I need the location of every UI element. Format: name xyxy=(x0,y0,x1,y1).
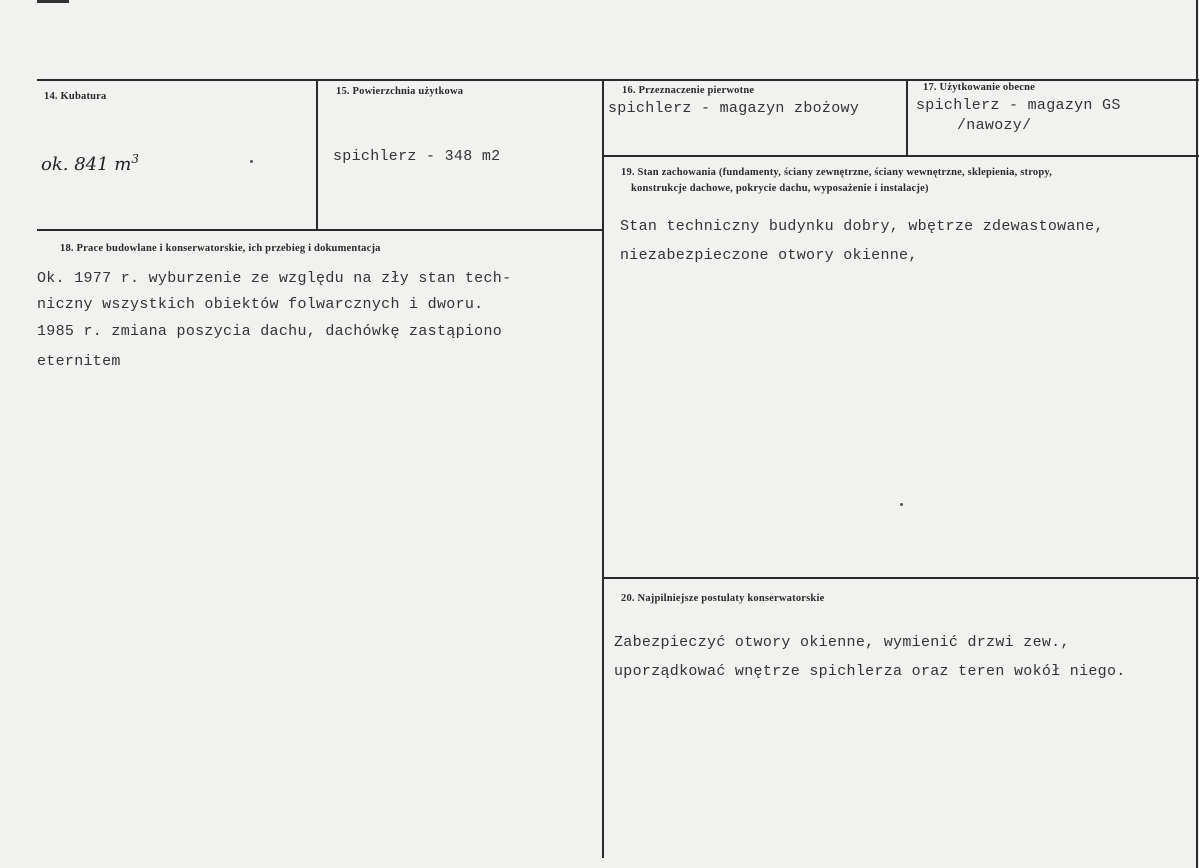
divider-main xyxy=(602,79,604,858)
field-15-label: 15. Powierzchnia użytkowa xyxy=(336,86,464,97)
field-17-label: 17. Użytkowanie obecne xyxy=(923,82,1036,93)
field-19-label-line-2: konstrukcje dachowe, pokrycie dachu, wyposażenie i instalacje) xyxy=(631,183,929,194)
divider-14-15 xyxy=(316,79,318,230)
field-16-value: spichlerz - magazyn zbożowy xyxy=(608,100,860,117)
field-18-line-3: 1985 r. zmiana poszycia dachu, dachówkę zastąpiono xyxy=(37,323,503,340)
divider-row1-left xyxy=(37,229,604,231)
field-17-line-1: spichlerz - magazyn GS xyxy=(916,97,1121,114)
field-18-line-1: Ok. 1977 r. wyburzenie ze względu na zły stan tech- xyxy=(37,270,512,287)
top-edge-mark xyxy=(37,0,69,3)
field-19-line-2: niezabezpieczone otwory okienne, xyxy=(620,247,918,264)
right-edge xyxy=(1196,0,1198,868)
field-19-label-line-1: 19. Stan zachowania (fundamenty, ściany zewnętrzne, ściany wewnętrzne, sklepienia, stropy, xyxy=(621,167,1053,178)
field-15-value: spichlerz - 348 m2 xyxy=(333,148,501,165)
field-18-line-2: niczny wszystkich obiektów folwarcznych i dworu. xyxy=(37,296,484,313)
field-20-line-1: Zabezpieczyć otwory okienne, wymienić drzwi zew., xyxy=(614,634,1070,651)
divider-row1-right xyxy=(602,155,1199,157)
divider-19-20 xyxy=(602,577,1199,579)
field-18-line-4: eternitem xyxy=(37,353,121,370)
field-20-line-2: uporządkować wnętrze spichlerza oraz teren wokół niego. xyxy=(614,663,1126,680)
field-19-line-1: Stan techniczny budynku dobry, wbętrze zdewastowane, xyxy=(620,218,1104,235)
divider-16-17 xyxy=(906,79,908,156)
stray-dot xyxy=(900,503,903,506)
field-20-label: 20. Najpilniejsze postulaty konserwatorskie xyxy=(621,593,825,604)
field-14-label: 14. Kubatura xyxy=(44,91,107,102)
field-16-label: 16. Przeznaczenie pierwotne xyxy=(622,85,755,96)
field-14-unit-sup: 3 xyxy=(131,152,139,166)
field-18-label: 18. Prace budowlane i konserwatorskie, ich przebieg i dokumentacja xyxy=(60,243,381,254)
field-14-value xyxy=(41,152,139,175)
stray-dot xyxy=(250,160,253,163)
field-17-line-2: /nawozy/ xyxy=(957,117,1032,134)
field-14-value-text: ok. 841 m xyxy=(41,154,132,175)
